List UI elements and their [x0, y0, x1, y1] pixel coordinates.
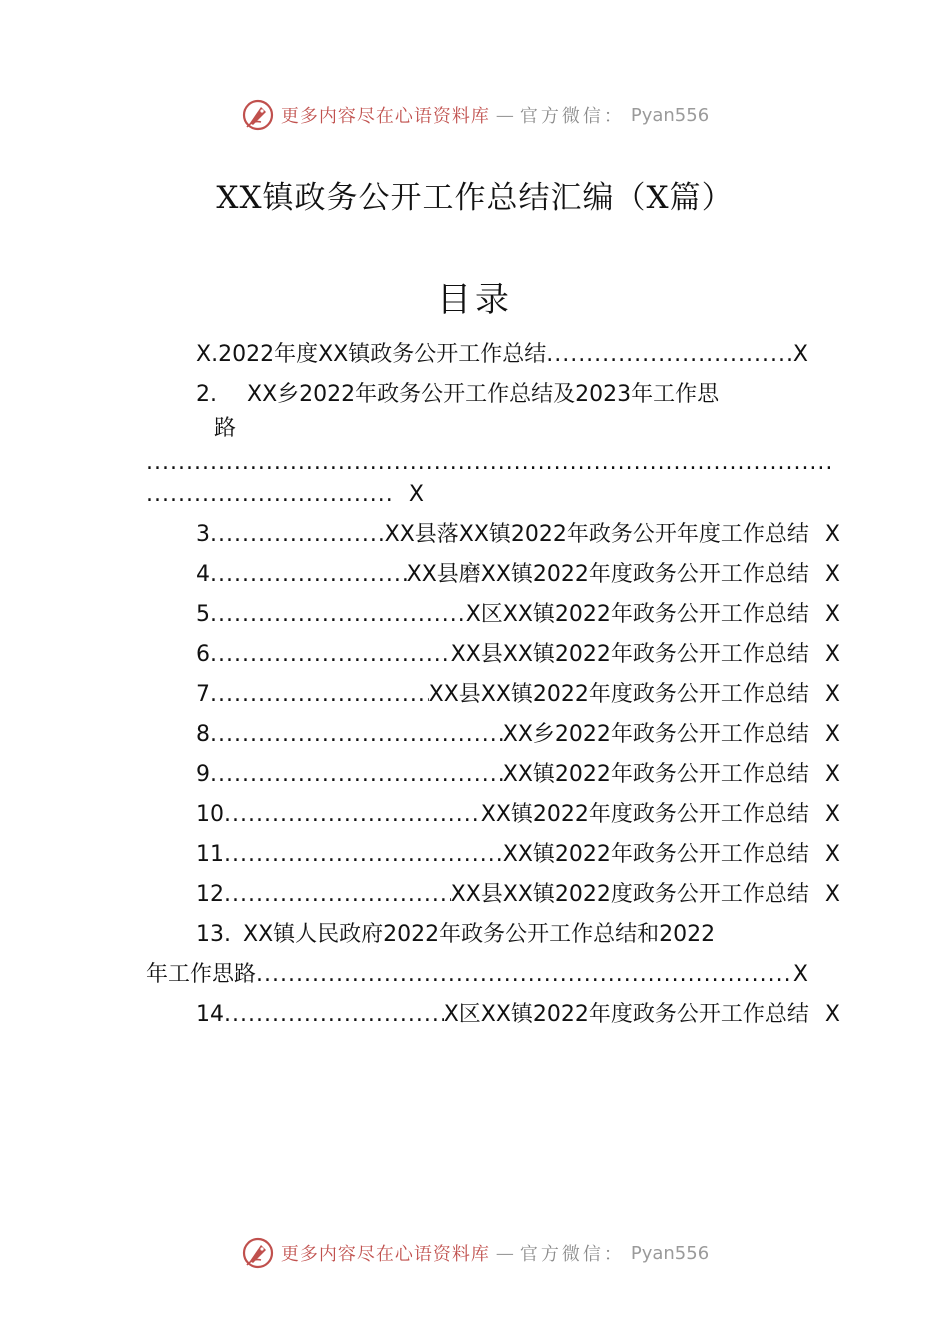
watermark-brand: 更多内容尽在心语资料库: [280, 1244, 490, 1265]
toc-entry-8[interactable]: [196, 720, 840, 750]
toc-entry-11[interactable]: [196, 840, 840, 870]
toc-entry-3[interactable]: [196, 520, 840, 550]
toc-leader-dots: [210, 760, 503, 790]
toc-entry-number: 5: [196, 602, 210, 627]
toc-leader-dots: [210, 560, 407, 590]
toc-entry-title: XX县落XX镇2022年政务公开年度工作总结: [384, 522, 809, 547]
toc-entry-1[interactable]: [196, 340, 808, 370]
toc-leader-dots: [224, 840, 503, 870]
toc-entry-2-leader-line: [146, 448, 834, 478]
toc-entry-number: 7: [196, 682, 210, 707]
toc-entry-page: X: [792, 342, 808, 367]
pen-nib-logo-icon: [241, 98, 275, 132]
toc-entry-title: XX县XX镇2022度政务公开工作总结: [450, 882, 809, 907]
toc-entry-title: 2022年度XX镇政务公开工作总结: [218, 342, 547, 367]
toc-entry-2-page-line: [146, 480, 424, 510]
toc-entry-4[interactable]: [196, 560, 840, 590]
toc-entry-12[interactable]: [196, 880, 840, 910]
watermark-brand: 更多内容尽在心语资料库: [280, 106, 490, 127]
toc-entry-number: 10: [196, 802, 224, 827]
toc-entry-title: XX县XX镇2022年度政务公开工作总结: [428, 682, 809, 707]
watermark-wechat-id: Pyan556: [630, 104, 710, 126]
toc-entry-number: X.: [196, 342, 219, 367]
toc-entry-page: X: [824, 762, 840, 787]
toc-entry-page: X: [824, 882, 840, 907]
watermark-wechat-id: Pyan556: [630, 1242, 710, 1264]
toc-leader-dots: [210, 680, 429, 710]
toc-entry-title: XX乡2022年政务公开工作总结: [502, 722, 809, 747]
toc-entry-number: 14: [196, 1002, 224, 1027]
toc-entry-2-continuation: 路: [214, 416, 237, 441]
toc-entry-number: 12: [196, 882, 224, 907]
toc-entry-number: 13.: [196, 922, 231, 947]
watermark-wechat-label: 官方微信：: [519, 1244, 625, 1265]
toc-entry-number: 11: [196, 842, 224, 867]
toc-entry-page: X: [824, 842, 840, 867]
toc-entry-number: 2.: [196, 382, 217, 407]
toc-entry-title: XX乡2022年政务公开工作总结及2023年工作思: [247, 382, 720, 407]
toc-entry-page: X: [824, 1002, 840, 1027]
toc-entry-10[interactable]: [196, 800, 840, 830]
toc-leader-dots: [146, 480, 393, 510]
toc-entry-number: 9: [196, 762, 210, 787]
toc-entry-title: X区XX镇2022年度政务公开工作总结: [443, 1002, 809, 1027]
toc-entry-page: X: [824, 802, 840, 827]
header-watermark: [0, 95, 950, 135]
toc-entry-13-continuation: [146, 960, 808, 990]
toc-entry-14[interactable]: [196, 1000, 840, 1030]
toc-entry-6[interactable]: [196, 640, 840, 670]
footer-watermark: [0, 1233, 950, 1273]
toc-leader-dots: [146, 448, 834, 478]
toc-entry-page: X: [824, 642, 840, 667]
toc-entry-page: X: [824, 522, 840, 547]
toc-entry-page: X: [824, 722, 840, 747]
toc-entry-title: XX县磨XX镇2022年度政务公开工作总结: [406, 562, 809, 587]
toc-entry-7[interactable]: [196, 680, 840, 710]
toc-leader-dots: [210, 520, 385, 550]
toc-entry-title: 年工作思路: [146, 962, 257, 987]
toc-entry-9[interactable]: [196, 760, 840, 790]
toc-entry-title: XX县XX镇2022年政务公开工作总结: [450, 642, 809, 667]
toc-entry-page: X: [408, 482, 424, 507]
toc-leader-dots: [224, 800, 481, 830]
toc-entry-number: 6: [196, 642, 210, 667]
toc-leader-dots: [256, 960, 793, 990]
toc-entry-page: X: [824, 602, 840, 627]
toc-leader-dots: [546, 340, 793, 370]
watermark-wechat-label: 官方微信：: [519, 106, 625, 127]
toc-entry-number: 3: [196, 522, 210, 547]
toc-leader-dots: [210, 640, 451, 670]
toc-entry-number: 8: [196, 722, 210, 747]
watermark-dash: —: [495, 104, 514, 126]
toc-entry-number: 4: [196, 562, 210, 587]
toc-entry-title: XX镇人民政府2022年政务公开工作总结和2022: [243, 922, 716, 947]
toc-entry-title: XX镇2022年政务公开工作总结: [502, 762, 809, 787]
toc-entry-5[interactable]: [196, 600, 840, 630]
toc-entry-page: X: [824, 562, 840, 587]
toc-leader-dots: [224, 880, 451, 910]
toc-leader-dots: [224, 1000, 444, 1030]
toc-entry-2[interactable]: [196, 380, 846, 410]
document-title: XX镇政务公开工作总结汇编（X篇）: [216, 180, 734, 216]
watermark-dash: —: [495, 1242, 514, 1264]
toc-entry-13[interactable]: [196, 920, 846, 950]
toc-entry-page: X: [824, 682, 840, 707]
toc-leader-dots: [210, 600, 466, 630]
toc-entry-title: XX镇2022年度政务公开工作总结: [480, 802, 809, 827]
toc-entry-title: XX镇2022年政务公开工作总结: [502, 842, 809, 867]
toc-entry-page: X: [792, 962, 808, 987]
toc-heading: 目录: [437, 280, 513, 320]
pen-nib-logo-icon: [241, 1236, 275, 1270]
toc-entry-title: X区XX镇2022年政务公开工作总结: [465, 602, 809, 627]
toc-leader-dots: [210, 720, 503, 750]
